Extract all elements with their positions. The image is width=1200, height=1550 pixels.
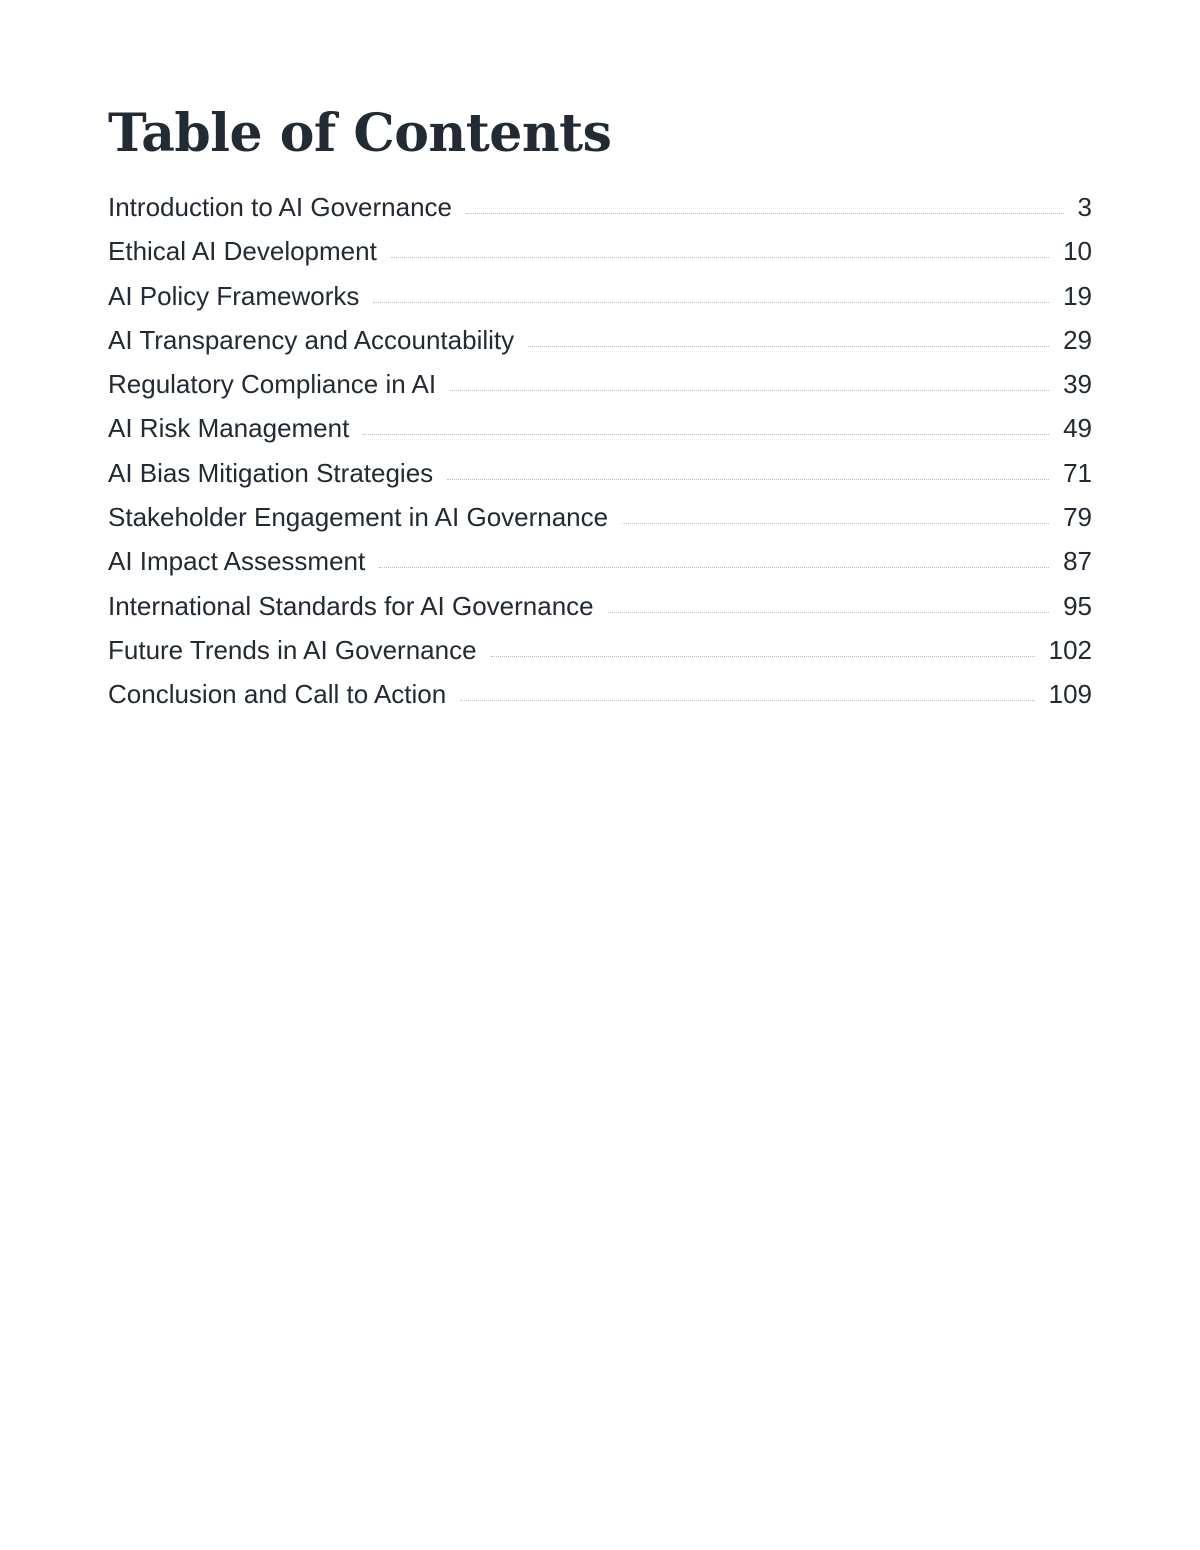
toc-entry-label: International Standards for AI Governance bbox=[108, 590, 594, 621]
dot-leader bbox=[379, 567, 1049, 568]
toc-entry[interactable] bbox=[108, 229, 1092, 273]
toc-entry-page-number: 87 bbox=[1063, 546, 1092, 577]
toc-entry[interactable] bbox=[108, 185, 1092, 229]
toc-list bbox=[108, 185, 1092, 717]
toc-entry-label: AI Transparency and Accountability bbox=[108, 324, 515, 355]
toc-entry[interactable] bbox=[108, 451, 1092, 495]
page-title: Table of Contents bbox=[108, 103, 612, 164]
toc-entry[interactable] bbox=[108, 406, 1092, 450]
toc-entry-page-number: 19 bbox=[1063, 280, 1092, 311]
toc-entry-page-number: 71 bbox=[1063, 457, 1092, 488]
toc-entry[interactable] bbox=[108, 495, 1092, 539]
dot-leader bbox=[391, 257, 1049, 258]
dot-leader bbox=[460, 700, 1034, 701]
dot-leader bbox=[363, 434, 1049, 435]
toc-entry-label: Introduction to AI Governance bbox=[108, 192, 452, 222]
toc-entry-label: AI Risk Management bbox=[108, 413, 350, 444]
toc-entry-page-number: 79 bbox=[1063, 502, 1092, 533]
toc-entry[interactable] bbox=[108, 584, 1092, 628]
dot-leader bbox=[608, 612, 1049, 613]
toc-entry-label: Stakeholder Engagement in AI Governance bbox=[108, 502, 609, 533]
toc-entry-label: Ethical AI Development bbox=[108, 236, 377, 267]
toc-entry[interactable] bbox=[108, 672, 1092, 716]
toc-entry-page-number: 10 bbox=[1063, 236, 1092, 267]
toc-entry-label: Conclusion and Call to Action bbox=[108, 679, 447, 710]
toc-entry-label: AI Bias Mitigation Strategies bbox=[108, 457, 434, 488]
toc-entry[interactable] bbox=[108, 539, 1092, 583]
dot-leader bbox=[450, 390, 1049, 391]
toc-entry-page-number: 39 bbox=[1063, 369, 1092, 400]
toc-entry[interactable] bbox=[108, 362, 1092, 406]
dot-leader bbox=[528, 346, 1049, 347]
toc-entry[interactable] bbox=[108, 274, 1092, 318]
dot-leader bbox=[622, 523, 1049, 524]
toc-entry[interactable] bbox=[108, 318, 1092, 362]
toc-entry-label: AI Policy Frameworks bbox=[108, 280, 360, 311]
toc-entry-page-number: 29 bbox=[1063, 324, 1092, 355]
toc-entry-page-number: 109 bbox=[1048, 679, 1092, 710]
toc-entry-label: Regulatory Compliance in AI bbox=[108, 369, 437, 400]
toc-page bbox=[108, 0, 1092, 717]
toc-entry-label: AI Impact Assessment bbox=[108, 546, 366, 577]
toc-entry-page-number: 95 bbox=[1063, 590, 1092, 621]
dot-leader bbox=[466, 213, 1064, 214]
toc-entry-page-number: 3 bbox=[1077, 192, 1092, 222]
dot-leader bbox=[491, 656, 1035, 657]
toc-entry-page-number: 49 bbox=[1063, 413, 1092, 444]
toc-entry-label: Future Trends in AI Governance bbox=[108, 634, 477, 665]
dot-leader bbox=[447, 479, 1049, 480]
toc-entry[interactable] bbox=[108, 628, 1092, 672]
toc-entry-page-number: 102 bbox=[1048, 634, 1092, 665]
dot-leader bbox=[373, 302, 1049, 303]
